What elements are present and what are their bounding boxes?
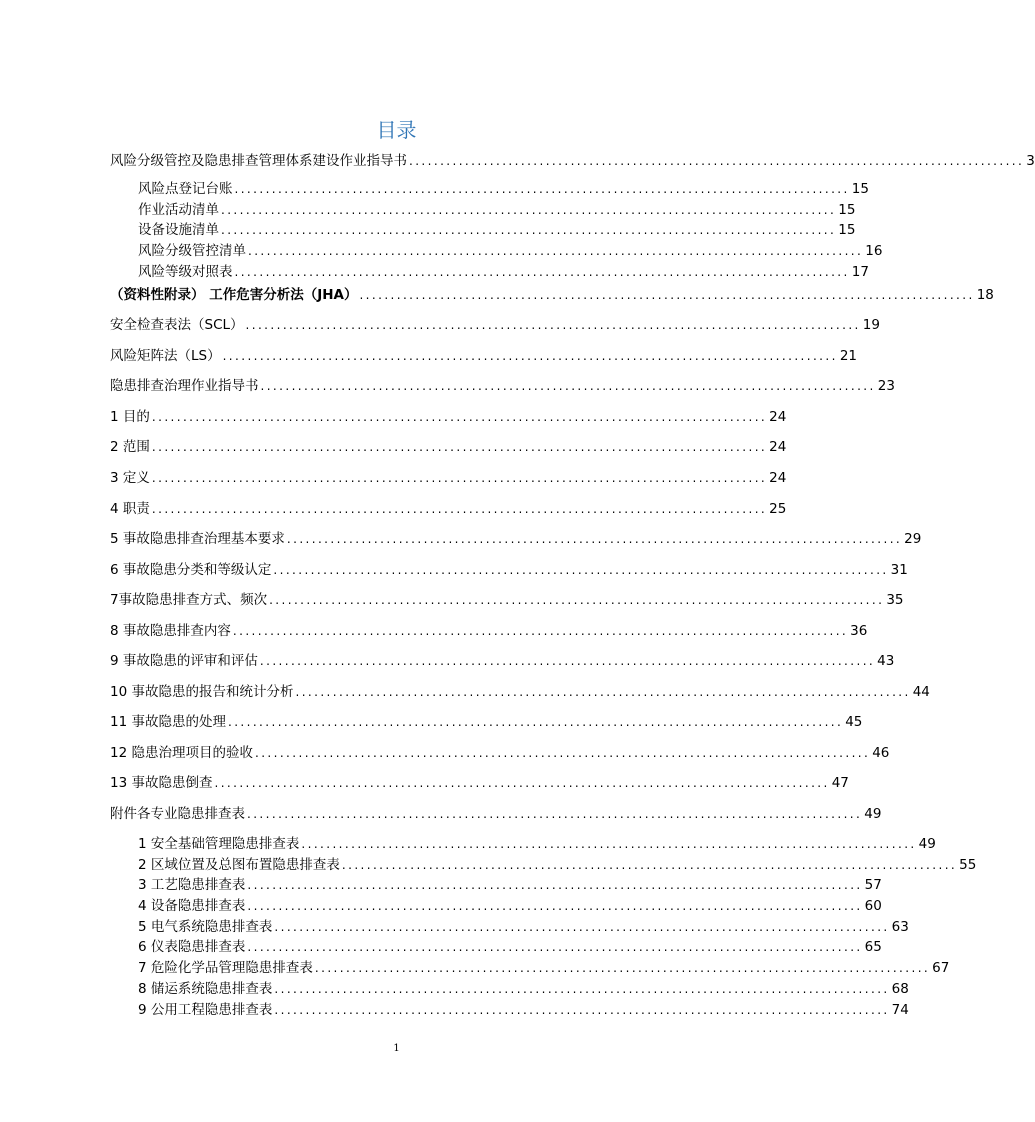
- toc-entry-label: 作业活动清单: [138, 202, 219, 218]
- toc-entry[interactable]: [138, 180, 869, 198]
- leader-dots: ...................................................................................................: [214, 776, 830, 790]
- toc-entry-label: 设备设施清单: [138, 222, 219, 238]
- leader-dots: ...................................................................................................: [234, 182, 850, 196]
- leader-dots: ...................................................................................................: [247, 899, 863, 913]
- leader-dots: ...................................................................................................: [151, 502, 768, 516]
- toc-entry-page: 65: [864, 939, 882, 955]
- toc-entry-label: 5 电气系统隐患排查表: [138, 919, 273, 935]
- toc-entry-page: 55: [959, 857, 977, 873]
- leader-dots: ...................................................................................................: [245, 318, 861, 332]
- toc-entry[interactable]: [110, 469, 787, 487]
- toc-entry-label: 13 事故隐患倒查: [110, 775, 213, 791]
- toc-entry-page: 49: [864, 806, 882, 822]
- leader-dots: ...................................................................................................: [269, 593, 885, 607]
- toc-entry-page: 67: [932, 960, 950, 976]
- toc-entry-label: 8 储运系统隐患排查表: [138, 981, 273, 997]
- toc-entry[interactable]: [138, 856, 977, 874]
- toc-entry[interactable]: [110, 347, 858, 365]
- toc-entry-label: 附件各专业隐患排查表: [110, 806, 245, 822]
- toc-entry-label: 2 区域位置及总图布置隐患排查表: [138, 857, 340, 873]
- leader-dots: ...................................................................................................: [286, 532, 903, 546]
- leader-dots: ...................................................................................................: [151, 410, 768, 424]
- toc-entry-label: 1 目的: [110, 409, 150, 425]
- toc-entry-page: 47: [831, 775, 849, 791]
- leader-dots: ...................................................................................................: [273, 563, 889, 577]
- toc-entry-page: 24: [769, 409, 787, 425]
- toc-entry-label: 4 职责: [110, 501, 150, 517]
- toc-entry-page: 15: [838, 202, 856, 218]
- toc-entry[interactable]: [138, 201, 856, 219]
- toc-entry-label: 风险分级管控清单: [138, 243, 246, 259]
- leader-dots: ...................................................................................................: [260, 379, 876, 393]
- toc-entry-page: 49: [918, 836, 936, 852]
- toc-entry-label: 9 公用工程隐患排查表: [138, 1002, 273, 1018]
- toc-entry-label: 3 工艺隐患排查表: [138, 877, 246, 893]
- leader-dots: ...................................................................................................: [247, 940, 863, 954]
- toc-entry-page: 24: [769, 470, 787, 486]
- toc-entry-page: 36: [850, 623, 868, 639]
- toc-entry-page: 17: [851, 264, 869, 280]
- leader-dots: ...................................................................................................: [254, 746, 871, 760]
- leader-dots: ...................................................................................................: [274, 982, 890, 996]
- toc-entry[interactable]: [138, 876, 882, 894]
- toc-entry[interactable]: [110, 316, 880, 334]
- toc-entry[interactable]: [110, 286, 994, 304]
- toc-entry-label: 3 定义: [110, 470, 150, 486]
- toc-entry[interactable]: [138, 938, 882, 956]
- leader-dots: ...................................................................................................: [248, 244, 864, 258]
- toc-entry-page: 43: [877, 653, 895, 669]
- toc-entry[interactable]: [138, 897, 882, 915]
- leader-dots: ...................................................................................................: [227, 715, 844, 729]
- leader-dots: ...................................................................................................: [314, 961, 931, 975]
- toc-entry-label: 风险等级对照表: [138, 264, 233, 280]
- toc-entry[interactable]: [138, 242, 883, 260]
- toc-entry-label: 风险点登记台账: [138, 181, 233, 197]
- leader-dots: ...................................................................................................: [221, 203, 837, 217]
- leader-dots: ...................................................................................................: [409, 154, 1025, 168]
- toc-entry[interactable]: [110, 500, 787, 518]
- toc-entry-page: 24: [769, 439, 787, 455]
- leader-dots: ...................................................................................................: [151, 471, 768, 485]
- toc-entry-page: 21: [839, 348, 858, 364]
- toc-entry-label: 11 事故隐患的处理: [110, 714, 226, 730]
- toc-entry-label: 风险分级管控及隐患排查管理体系建设作业指导书: [110, 153, 407, 169]
- toc-entry-label: 5 事故隐患排查治理基本要求: [110, 531, 285, 547]
- leader-dots: ...................................................................................................: [301, 837, 917, 851]
- toc-entry-page: 60: [864, 898, 882, 914]
- toc-title: 目录: [376, 118, 417, 142]
- toc-entry-label: 1 安全基础管理隐患排查表: [138, 836, 300, 852]
- toc-entry-page: 16: [865, 243, 883, 259]
- toc-entry[interactable]: [110, 805, 882, 823]
- toc-entry-page: 23: [877, 378, 895, 394]
- toc-entry-page: 15: [851, 181, 869, 197]
- leader-dots: ...................................................................................................: [232, 624, 849, 638]
- toc-entry-label: 12 隐患治理项目的验收: [110, 745, 253, 761]
- leader-dots: ...................................................................................................: [247, 878, 863, 892]
- toc-entry[interactable]: [138, 918, 909, 936]
- toc-entry[interactable]: [110, 530, 922, 548]
- toc-entry[interactable]: [110, 774, 849, 792]
- toc-entry-page: 19: [862, 317, 880, 333]
- toc-entry[interactable]: [110, 377, 895, 395]
- toc-entry-page: 63: [891, 919, 909, 935]
- toc-entry-label: 隐患排查治理作业指导书: [110, 378, 259, 394]
- leader-dots: ...................................................................................................: [295, 685, 911, 699]
- toc-entry-label: 6 事故隐患分类和等级认定: [110, 562, 272, 578]
- toc-entry-page: 46: [872, 745, 890, 761]
- toc-entry[interactable]: [110, 561, 908, 579]
- toc-entry-page: 35: [886, 592, 904, 608]
- leader-dots: ...................................................................................................: [222, 349, 838, 363]
- leader-dots: ...................................................................................................: [151, 440, 768, 454]
- toc-entry-label: 风险矩阵法（LS）: [110, 348, 221, 364]
- leader-dots: ...................................................................................................: [341, 858, 958, 872]
- toc-entry[interactable]: [110, 744, 890, 762]
- toc-entry-label: （资料性附录） 工作危害分析法（JHA）: [110, 287, 358, 303]
- toc-entry-page: 3: [1026, 153, 1035, 169]
- leader-dots: ...................................................................................................: [274, 1003, 890, 1017]
- toc-entry-label: 7事故隐患排查方式、频次: [110, 592, 268, 608]
- page-number: 1: [393, 1043, 400, 1054]
- leader-dots: ...................................................................................................: [274, 920, 890, 934]
- toc-entry[interactable]: [110, 622, 868, 640]
- toc-entry[interactable]: [110, 683, 930, 701]
- toc-entry-page: 45: [845, 714, 863, 730]
- toc-entry-page: 57: [864, 877, 882, 893]
- toc-entry[interactable]: [110, 591, 904, 609]
- toc-entry[interactable]: [110, 713, 863, 731]
- toc-entry[interactable]: [138, 835, 936, 853]
- leader-dots: ...................................................................................................: [221, 223, 837, 237]
- leader-dots: ...................................................................................................: [234, 265, 850, 279]
- toc-entry-page: 68: [891, 981, 909, 997]
- toc-entry[interactable]: [110, 408, 787, 426]
- toc-entry[interactable]: [138, 1001, 909, 1019]
- toc-entry-label: 9 事故隐患的评审和评估: [110, 653, 258, 669]
- toc-entry-label: 安全检查表法（SCL）: [110, 317, 244, 333]
- toc-entry-label: 10 事故隐患的报告和统计分析: [110, 684, 294, 700]
- toc-entry[interactable]: [138, 980, 909, 998]
- toc-entry[interactable]: [110, 438, 787, 456]
- toc-entry[interactable]: [138, 263, 869, 281]
- toc-entry-page: 74: [891, 1002, 909, 1018]
- toc-entry-page: 29: [904, 531, 922, 547]
- toc-entry-label: 6 仪表隐患排查表: [138, 939, 246, 955]
- toc-entry-page: 31: [890, 562, 908, 578]
- toc-entry[interactable]: [110, 152, 1035, 170]
- toc-entry-page: 15: [838, 222, 856, 238]
- toc-entry[interactable]: [138, 959, 950, 977]
- leader-dots: ...................................................................................................: [247, 807, 863, 821]
- toc-entry-label: 8 事故隐患排查内容: [110, 623, 231, 639]
- toc-entry-label: 2 范围: [110, 439, 150, 455]
- toc-entry-page: 25: [769, 501, 787, 517]
- toc-entry[interactable]: [138, 221, 856, 239]
- toc-entry[interactable]: [110, 652, 895, 670]
- toc-entry-page: 44: [912, 684, 930, 700]
- leader-dots: ...................................................................................................: [259, 654, 876, 668]
- toc-entry-label: 7 危险化学品管理隐患排查表: [138, 960, 313, 976]
- toc-entry-label: 4 设备隐患排查表: [138, 898, 246, 914]
- toc-entry-page: 18: [976, 287, 994, 303]
- leader-dots: ...................................................................................................: [359, 288, 975, 302]
